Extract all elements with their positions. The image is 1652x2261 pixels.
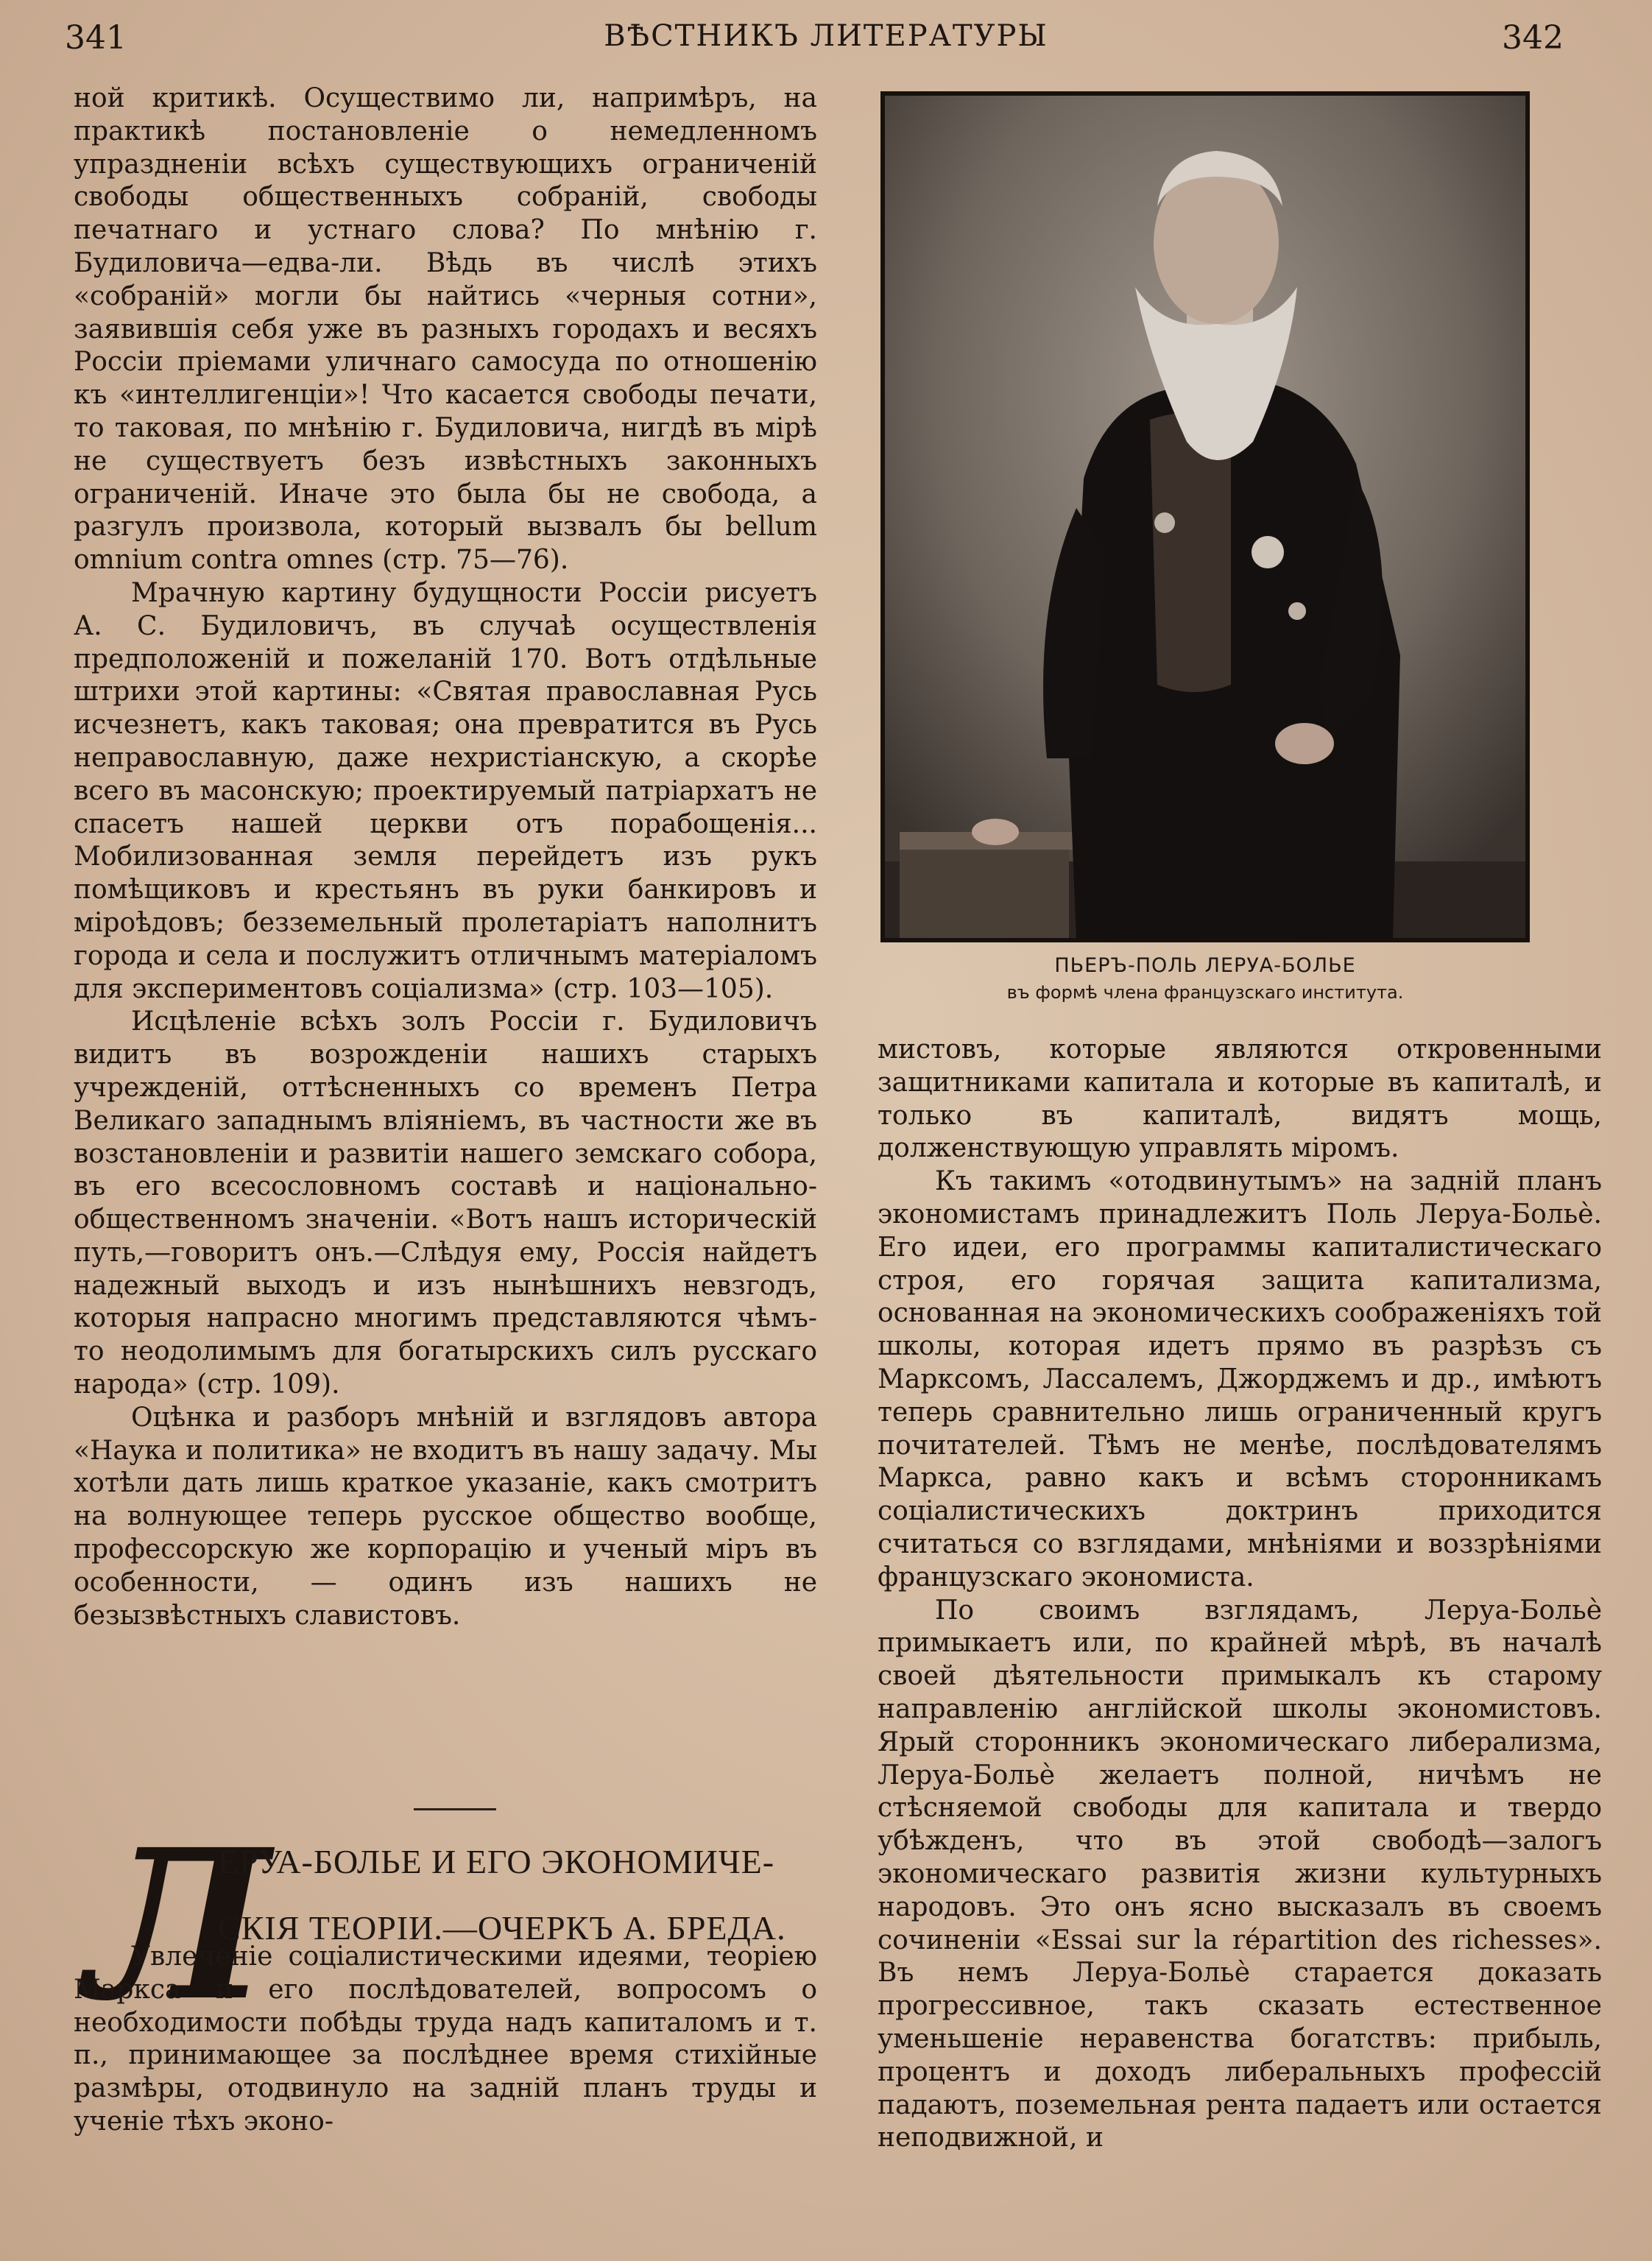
right-column xyxy=(878,1034,1602,2155)
paragraph: Мрачную картину будущности Россіи рисуетъ А. С. Будиловичъ, въ случаѣ осуществленія предположеній и пожеланій 170. Вотъ отдѣльные штрихи этой картины: «Святая православная Русь исчезнетъ, какъ таковая; она превратится въ Русь неправославную, даже нехристіанскую, а скорѣе всего въ масонскую; проектируемый патріархатъ не спасетъ нашей церкви отъ порабощенія... Мобилизованная земля перейдетъ изъ рукъ помѣщиковъ и крестьянъ въ руки банкировъ и міроѣдовъ; безземельный пролетаріатъ наполнитъ города и села и послужитъ отличнымъ матеріаломъ для экспериментовъ соціализма» (стр. 103—105). xyxy=(74,577,817,1004)
portrait-photo xyxy=(880,91,1530,942)
photo-caption xyxy=(880,953,1530,1006)
paragraph: ной критикѣ. Осуществимо ли, напримѣръ, на практикѣ постановленіе о немедленномъ упраздненіи всѣхъ существующихъ ограниченій свободы общественныхъ собраній, свободы печатнаго и устнаго слова? По мнѣнію г. Будиловича—едва-ли. Вѣдь въ числѣ этихъ «собраній» могли бы найтись «черныя сотни», заявившія себя уже въ разныхъ городахъ и весяхъ Россіи пріемами уличнаго самосуда по отношенію къ «интеллигенціи»! Что касается свободы печати, то таковая, по мнѣнію г. Будиловича, нигдѣ въ мірѣ не существуетъ безъ извѣстныхъ законныхъ ограниченій. Иначе это была бы не свобода, а разгулъ произвола, который вызвалъ бы bellum omnium contra omnes (стр. 75—76). xyxy=(74,83,817,576)
article-title-line-2: СКІЯ ТЕОРІИ.—ОЧЕРКЪ А. БРЕДА. xyxy=(218,1909,786,1947)
caption-title: ПЬЕРЪ-ПОЛЬ ЛЕРУА-БОЛЬЕ xyxy=(1054,954,1356,977)
paragraph: мистовъ, которые являются откровенными защитниками капитала и которые въ капиталѣ, и только въ капиталѣ, видятъ мощь, долженствующую управлять міромъ. xyxy=(878,1034,1602,1164)
paragraph: Увлеченіе соціалистическими идеями, теоріею Маркса и его послѣдователей, вопросомъ о необходимости побѣды труда надъ капиталомъ и т. п., принимающее за послѣднее время стихійные размѣры, отодвинуло на задній планъ труды и ученіе тѣхъ эконо- xyxy=(74,1941,817,2137)
drop-cap: Л xyxy=(87,1805,269,2047)
section-divider xyxy=(414,1808,496,1810)
paragraph: Исцѣленіе всѣхъ золъ Россіи г. Будиловичъ видитъ въ возрожденіи нашихъ старыхъ учрежденій, оттѣсненныхъ со временъ Петра Великаго западнымъ вліяніемъ, въ частности же въ возстановленіи и развитіи нашего земскаго собора, въ его всесословномъ составѣ и національно-общественномъ значеніи. «Вотъ нашъ историческій путь,—говоритъ онъ.—Слѣдуя ему, Россія найдетъ надежный выходъ и изъ нынѣшнихъ невзгодъ, которыя напрасно многимъ представляются чѣмъ-то неодолимымъ для богатырскихъ силъ русскаго народа» (стр. 109). xyxy=(74,1006,817,1400)
article-title-line-1: ЕРУА-БОЛЬЕ И ЕГО ЭКОНОМИЧЕ- xyxy=(218,1843,775,1880)
paragraph: По своимъ взглядамъ, Леруа-Больѐ примыкаетъ или, по крайней мѣрѣ, въ началѣ своей дѣятельности примыкалъ къ старому направленію англійской школы экономистовъ. Ярый сторонникъ экономическаго либерализма, Леруа-Больѐ желаетъ полной, ничѣмъ не стѣсняемой свободы для капитала и твердо убѣжденъ, что въ этой свободѣ—залогъ экономическаго развитія жизни культурныхъ народовъ. Это онъ ясно высказалъ въ своемъ сочиненіи «Essai sur la répartition des richesses». Въ немъ Леруа-Больѐ старается доказать прогрессивное, такъ сказать естественное уменьшеніе неравенства богатствъ: прибыль, процентъ и доходъ либеральныхъ профессій падаютъ, поземельная рента падаетъ или остается неподвижной, и xyxy=(878,1595,1602,2154)
running-head: ВѢСТНИКЪ ЛИТЕРАТУРЫ xyxy=(604,19,1048,53)
caption-subtitle: въ формѣ члена французскаго института. xyxy=(1006,982,1404,1003)
page-number-right: 342 xyxy=(1502,19,1564,57)
portrait-photo-icon xyxy=(885,96,1525,938)
paragraph: Оцѣнка и разборъ мнѣній и взглядовъ автора «Наука и политика» не входитъ въ нашу задачу. Мы хотѣли дать лишь краткое указаніе, какъ смотритъ на волнующее теперь русское общество вообще, профессорскую же корпорацію и ученый міръ въ особенности, — одинъ изъ нашихъ не безызвѣстныхъ славистовъ. xyxy=(74,1402,817,1631)
page-number-left: 341 xyxy=(65,19,127,57)
article-intro xyxy=(74,1941,817,2139)
paragraph: Къ такимъ «отодвинутымъ» на задній планъ экономистамъ принадлежитъ Поль Леруа-Больѐ. Его идеи, его программы капиталистическаго строя, его горячая защита капитализма, основанная на экономическихъ соображеніяхъ той школы, которая идетъ прямо въ разрѣзъ съ Марксомъ, Лассалемъ, Джорджемъ и др., имѣютъ теперь сравнительно лишь ограниченный кругъ почитателей. Тѣмъ не менѣе, послѣдователямъ Маркса, равно какъ и всѣмъ сторонникамъ соціалистическихъ доктринъ приходится считаться со взглядами, мнѣніями и воззрѣніями французскаго экономиста. xyxy=(878,1166,1602,1592)
left-column xyxy=(74,82,817,1632)
